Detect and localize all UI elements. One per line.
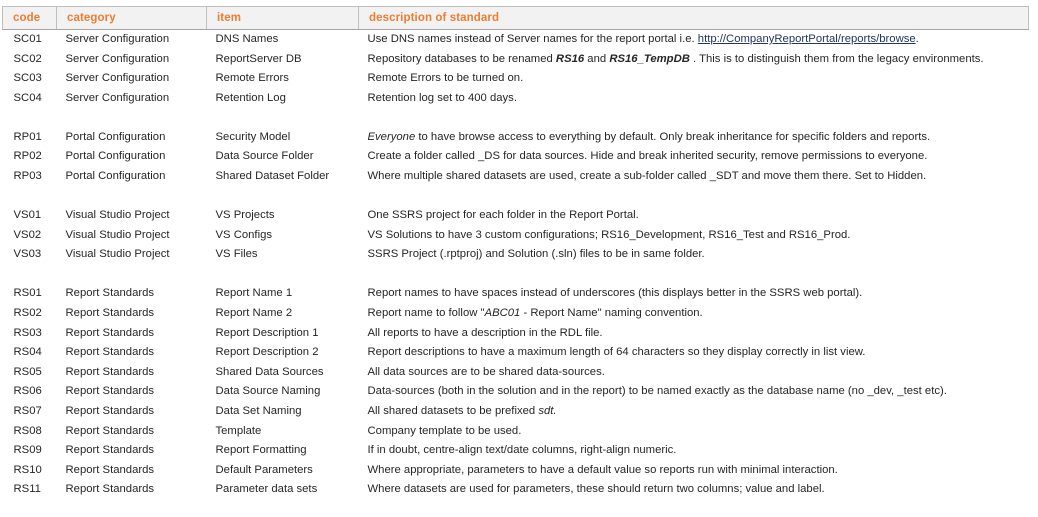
spacer-cell — [57, 187, 207, 207]
spacer-cell — [359, 108, 1029, 128]
table-row[interactable] — [3, 206, 1029, 226]
cell-description — [359, 226, 1029, 246]
cell-code: RP03 — [13, 170, 42, 183]
cell-description — [359, 69, 1029, 89]
report-portal-link[interactable]: http://CompanyReportPortal/reports/browse — [697, 33, 916, 45]
cell-item: Template — [215, 424, 262, 437]
cell-item: Default Parameters — [215, 463, 313, 476]
cell-category: Portal Configuration — [65, 130, 166, 143]
table-row[interactable] — [3, 89, 1029, 109]
cell-code: SC01 — [13, 33, 42, 45]
description-text: Use DNS names instead of Server names for the report portal i.e. — [367, 33, 698, 45]
cell-description — [359, 343, 1029, 363]
cell-code: VS03 — [13, 248, 42, 261]
cell-code: RS08 — [13, 424, 42, 437]
cell-item: VS Files — [215, 248, 258, 261]
cell-item: Retention Log — [215, 91, 286, 104]
table-body — [3, 30, 1029, 500]
cell-description — [359, 30, 1029, 50]
cell-code: VS01 — [13, 209, 42, 222]
cell-category: Server Configuration — [65, 52, 170, 65]
table-row[interactable] — [3, 69, 1029, 89]
cell-category: Visual Studio Project — [65, 248, 170, 261]
table-row[interactable] — [3, 147, 1029, 167]
cell-category: Report Standards — [65, 405, 155, 417]
cell-description — [359, 167, 1029, 187]
table-row[interactable] — [3, 226, 1029, 246]
cell-item: Parameter data sets — [215, 483, 318, 496]
description-text: VS Solutions to have 3 custom configurations; RS16_Development, RS16_Test and RS16_Prod. — [367, 228, 851, 241]
table-row[interactable] — [3, 324, 1029, 344]
table-row[interactable] — [3, 461, 1029, 481]
description-text: Repository databases to be renamed — [367, 52, 556, 65]
spacer-cell — [207, 187, 359, 207]
cell-description — [359, 480, 1029, 500]
spacer-cell — [359, 187, 1029, 207]
cell-item: Security Model — [215, 130, 291, 143]
description-text: RS16 — [555, 52, 585, 65]
spacer-cell — [3, 108, 57, 128]
cell-description — [359, 402, 1029, 422]
cell-description — [359, 304, 1029, 324]
cell-code: RS07 — [13, 405, 42, 417]
cell-description — [359, 324, 1029, 344]
spacer-cell — [3, 265, 57, 285]
table-row[interactable] — [3, 382, 1029, 402]
cell-item: Remote Errors — [215, 72, 289, 85]
cell-category: Report Standards — [65, 385, 155, 398]
table-row[interactable] — [3, 245, 1029, 265]
cell-description — [359, 245, 1029, 265]
cell-item: Data Set Naming — [215, 405, 302, 417]
spacer-cell — [207, 108, 359, 128]
cell-description — [359, 422, 1029, 442]
cell-category: Report Standards — [65, 287, 155, 300]
cell-category: Report Standards — [65, 463, 155, 476]
cell-item: VS Configs — [215, 228, 273, 241]
cell-category: Report Standards — [65, 346, 155, 359]
cell-item: Data Source Folder — [215, 150, 314, 163]
cell-item: Report Description 1 — [215, 326, 319, 339]
table-row[interactable] — [3, 30, 1029, 50]
cell-code: RS02 — [13, 307, 42, 320]
cell-code: RS05 — [13, 365, 42, 378]
description-text: Report descriptions to have a maximum length of 64 characters so they display correctly in list view. — [367, 346, 866, 359]
description-text: Retention log set to 400 days. — [367, 91, 517, 104]
description-text: One SSRS project for each folder in the Report Portal. — [367, 209, 639, 222]
header-row — [3, 7, 1029, 30]
table-row[interactable] — [3, 363, 1029, 383]
cell-code: SC03 — [13, 72, 42, 85]
description-text: Report names to have spaces instead of underscores (this displays better in the SSRS web portal). — [367, 287, 863, 300]
spacer-cell — [57, 265, 207, 285]
cell-description — [359, 50, 1029, 70]
table-row[interactable] — [3, 441, 1029, 461]
description-text: Everyone — [367, 130, 416, 143]
description-text: Where multiple shared datasets are used, create a sub-folder called _SDT and move them there. Set to Hidden. — [367, 170, 927, 183]
cell-category: Visual Studio Project — [65, 228, 170, 241]
table-spacer-row — [3, 187, 1029, 207]
description-text: - Report Name" naming convention. — [520, 307, 703, 320]
cell-item: Data Source Naming — [215, 385, 321, 398]
cell-item: ReportServer DB — [215, 52, 302, 65]
table-header — [3, 7, 1029, 30]
standards-sheet — [0, 6, 1038, 517]
cell-category: Report Standards — [65, 365, 155, 378]
cell-category: Report Standards — [65, 483, 155, 496]
table-row[interactable] — [3, 422, 1029, 442]
spacer-cell — [3, 187, 57, 207]
description-text: All shared datasets to be prefixed — [367, 405, 539, 417]
description-text: Remote Errors to be turned on. — [367, 72, 524, 85]
table-spacer-row — [3, 108, 1029, 128]
table-row[interactable] — [3, 284, 1029, 304]
cell-item: Shared Data Sources — [215, 365, 324, 378]
description-text: and — [584, 52, 610, 65]
cell-description — [359, 147, 1029, 167]
cell-description — [359, 441, 1029, 461]
description-text: Data-sources (both in the solution and in the report) to be named exactly as the database name (no _dev, _test etc). — [367, 385, 947, 398]
cell-description — [359, 363, 1029, 383]
description-text: Where appropriate, parameters to have a default value so reports run with minimal interaction. — [367, 463, 838, 476]
cell-code: RP01 — [13, 130, 42, 143]
cell-category: Report Standards — [65, 424, 155, 437]
description-text: . — [915, 33, 919, 45]
cell-description — [359, 461, 1029, 481]
column-header-description[interactable]: description of standard — [359, 7, 1029, 30]
cell-item: Report Name 1 — [215, 287, 293, 300]
spacer-cell — [359, 265, 1029, 285]
description-text: Company template to be used. — [367, 424, 522, 437]
cell-code: RS01 — [13, 287, 42, 300]
cell-code: RS06 — [13, 385, 42, 398]
description-text: sdt. — [538, 405, 557, 417]
table-row[interactable] — [3, 480, 1029, 500]
cell-category: Visual Studio Project — [65, 209, 170, 222]
cell-category: Server Configuration — [65, 72, 170, 85]
table-row[interactable] — [3, 167, 1029, 187]
cell-code: RS11 — [13, 483, 41, 496]
cell-item: DNS Names — [215, 33, 279, 45]
column-header-category[interactable]: category — [57, 7, 207, 30]
cell-category: Report Standards — [65, 307, 155, 320]
cell-code: RS09 — [13, 444, 42, 457]
description-text: Report name to follow " — [367, 307, 485, 320]
cell-code: VS02 — [13, 228, 42, 241]
spacer-cell — [207, 265, 359, 285]
cell-category: Report Standards — [65, 326, 155, 339]
table-row[interactable] — [3, 343, 1029, 363]
column-header-item[interactable]: item — [207, 7, 359, 30]
description-text: to have browse access to everything by default. Only break inheritance for specific folders and reports. — [415, 130, 931, 143]
description-text: ABC01 — [484, 307, 521, 320]
standards-table — [2, 6, 1029, 500]
description-text: Create a folder called _DS for data sources. Hide and break inherited security, remove permissions to everyone. — [367, 150, 928, 163]
cell-description — [359, 382, 1029, 402]
table-row[interactable] — [3, 304, 1029, 324]
description-text: RS16_TempDB — [609, 52, 690, 65]
spacer-cell — [57, 108, 207, 128]
table-row[interactable] — [3, 50, 1029, 70]
cell-code: RP02 — [13, 150, 42, 163]
cell-description — [359, 89, 1029, 109]
table-row[interactable] — [3, 402, 1029, 422]
cell-code: SC04 — [13, 91, 42, 104]
cell-code: RS04 — [13, 346, 42, 359]
cell-code: SC02 — [13, 52, 42, 65]
cell-description — [359, 206, 1029, 226]
description-text: Where datasets are used for parameters, these should return two columns; value and label. — [367, 483, 825, 496]
cell-item: Report Description 2 — [215, 346, 319, 359]
cell-category: Report Standards — [65, 444, 155, 457]
description-text: All reports to have a description in the RDL file. — [367, 326, 603, 339]
cell-item: Report Formatting — [215, 444, 307, 457]
cell-category: Server Configuration — [65, 33, 170, 45]
table-spacer-row — [3, 265, 1029, 285]
column-header-code[interactable]: code — [3, 7, 57, 30]
description-text: SSRS Project (.rptproj) and Solution (.sln) files to be in same folder. — [367, 248, 705, 261]
description-text: All data sources are to be shared data-sources. — [367, 365, 605, 378]
description-text: . This is to distinguish them from the legacy environments. — [689, 52, 984, 65]
cell-item: Shared Dataset Folder — [215, 170, 330, 183]
cell-category: Server Configuration — [65, 91, 170, 104]
description-text: If in doubt, centre-align text/date columns, right-align numeric. — [367, 444, 677, 457]
cell-code: RS10 — [13, 463, 42, 476]
cell-category: Portal Configuration — [65, 170, 166, 183]
cell-item: Report Name 2 — [215, 307, 293, 320]
cell-item: VS Projects — [215, 209, 275, 222]
table-row[interactable] — [3, 128, 1029, 148]
cell-category: Portal Configuration — [65, 150, 166, 163]
cell-description — [359, 284, 1029, 304]
cell-description — [359, 128, 1029, 148]
cell-code: RS03 — [13, 326, 42, 339]
